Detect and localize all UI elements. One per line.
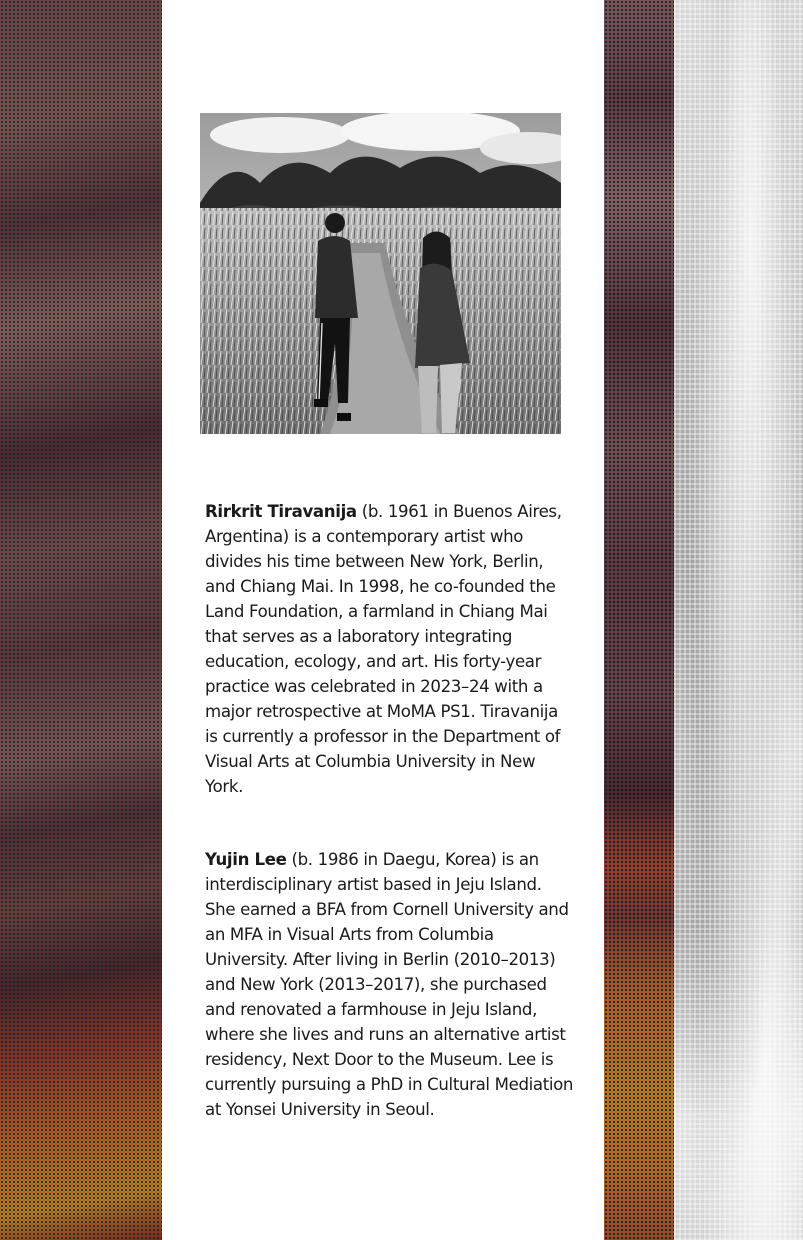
left-halftone-image [0, 0, 162, 1240]
artist-bio-rirkrit-tiravanija [205, 499, 575, 799]
artist-bio-yujin-lee [205, 847, 575, 1122]
right-halftone-image [604, 0, 674, 1240]
artists-photo [200, 113, 561, 434]
artist-name: Rirkrit Tiravanija [205, 502, 357, 521]
bio-text: (b. 1961 in Buenos Aires, Argentina) is a contemporary artist who divides his time between New York, Berlin, and Chiang Mai. In 1998, he co-founded the Land Foundation, a farmland in Chiang Mai that serves as a laboratory integrating education, ecology, and art. His forty-year practice was celebrated in 2023–24 with a major retrospective at MoMA PS1. Tiravanija is currently a professor in the Department of Visual Arts at Columbia University in New York. [205, 502, 562, 796]
artist-name: Yujin Lee [205, 850, 287, 869]
right-pixelated-image [674, 0, 803, 1240]
bio-text: (b. 1986 in Daegu, Korea) is an interdisciplinary artist based in Jeju Island. She earned a BFA from Cornell University and an MFA in Visual Arts from Columbia University. After living in Berlin (2010–2013) and New York (2013–2017), she purchased and renovated a farmhouse in Jeju Island, where she lives and runs an alternative artist residency, Next Door to the Museum. Lee is currently pursuing a PhD in Cultural Mediation at Yonsei University in Seoul. [205, 850, 574, 1119]
